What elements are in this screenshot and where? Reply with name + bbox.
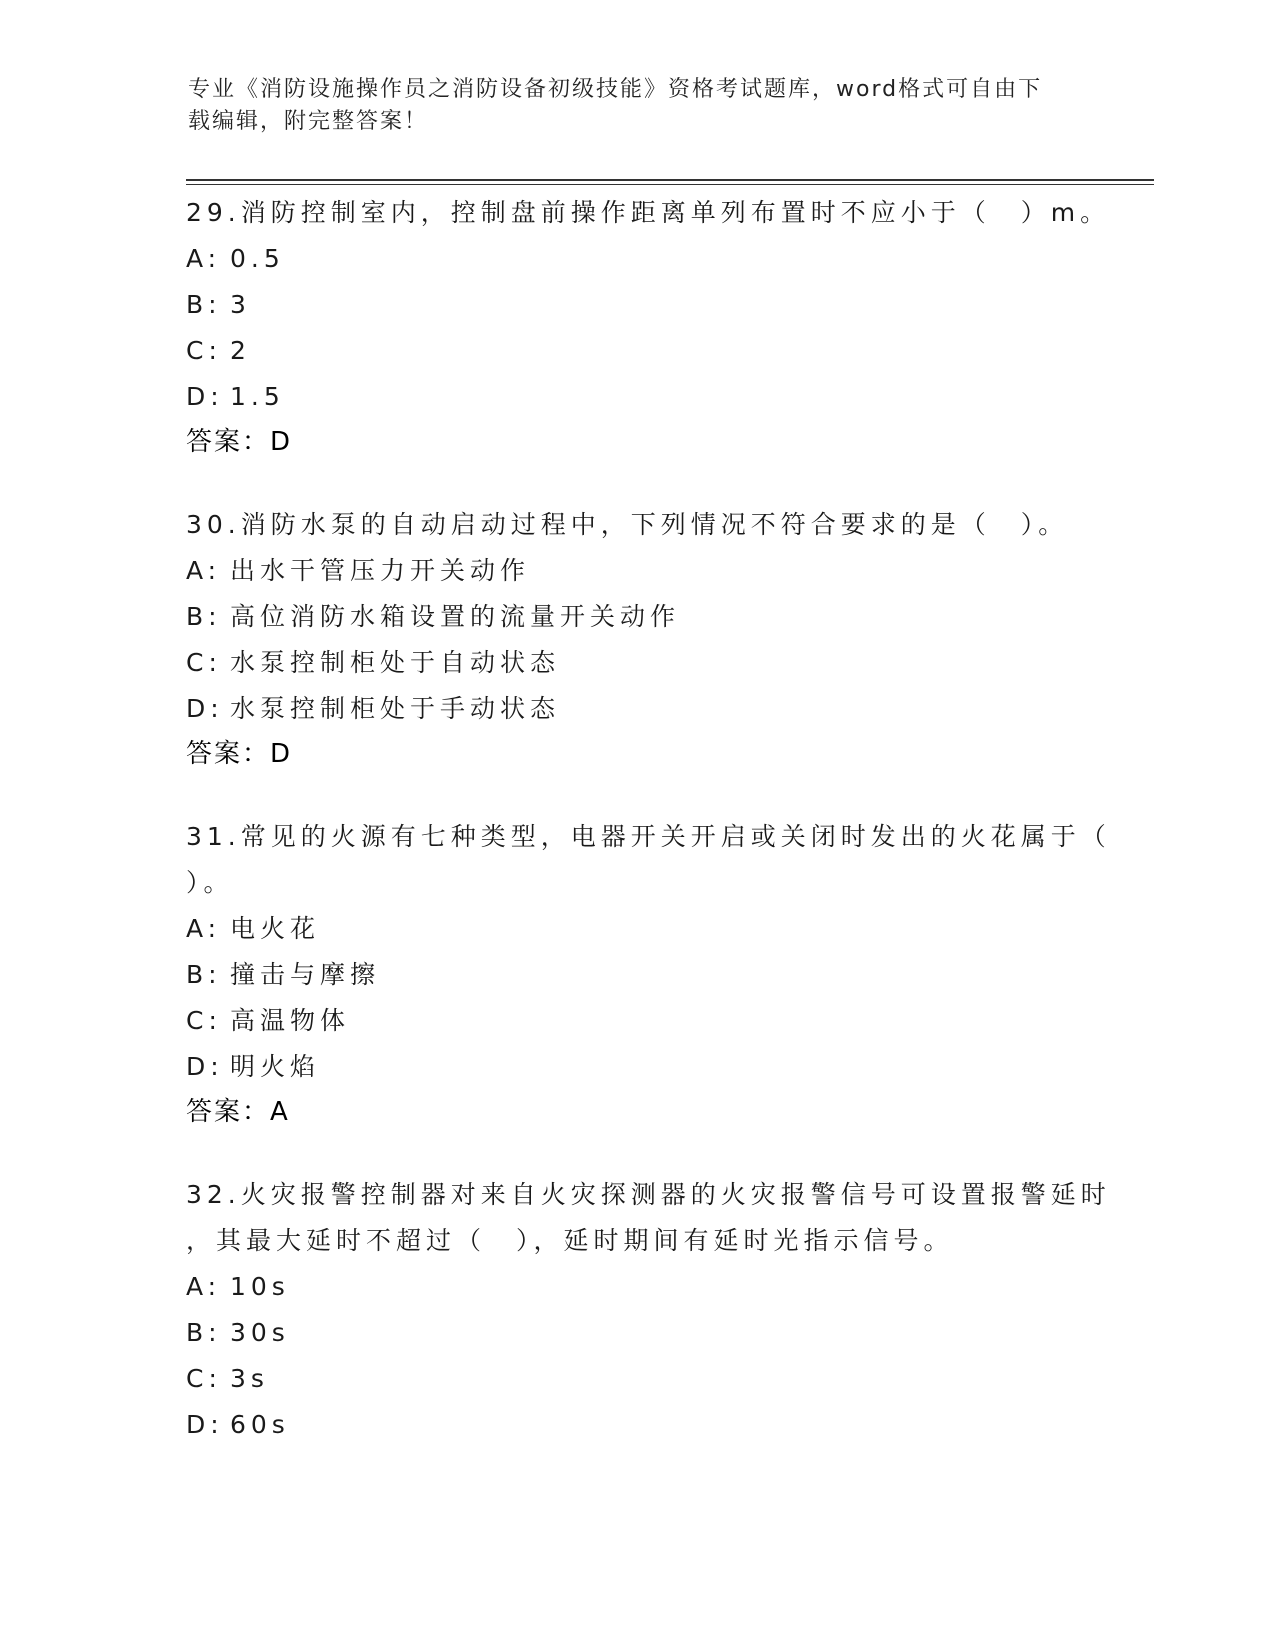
option-letter: D: xyxy=(186,382,224,411)
question-stem xyxy=(186,502,1086,548)
option-text: 出水干管压力开关动作 xyxy=(230,556,531,585)
option-letter: A: xyxy=(186,1272,222,1301)
option-a xyxy=(186,906,1086,952)
option-a xyxy=(186,236,1086,282)
option-d xyxy=(186,374,1086,420)
option-b xyxy=(186,952,1086,998)
option-text: 0.5 xyxy=(230,244,285,273)
option-text: 1.5 xyxy=(230,382,285,411)
option-letter: B: xyxy=(186,602,222,631)
question-stem-line: 30.消防水泵的自动启动过程中，下列情况不符合要求的是（ ）。 xyxy=(186,510,1069,539)
question-30 xyxy=(186,502,1086,776)
document-header xyxy=(188,74,1068,138)
answer-text: 答案：A xyxy=(186,1097,290,1127)
option-letter: D: xyxy=(186,1410,224,1439)
option-text: 撞击与摩擦 xyxy=(230,960,381,989)
option-letter: A: xyxy=(186,244,222,273)
option-letter: C: xyxy=(186,1364,222,1393)
question-32 xyxy=(186,1172,1111,1448)
option-text: 电火花 xyxy=(230,914,321,943)
option-text: 高位消防水箱设置的流量开关动作 xyxy=(230,602,681,631)
option-text: 10s xyxy=(230,1272,290,1301)
option-a xyxy=(186,548,1086,594)
question-31 xyxy=(186,814,1111,1134)
question-29 xyxy=(186,190,1111,464)
option-letter: D: xyxy=(186,1052,224,1081)
answer-text: 答案：D xyxy=(186,427,293,457)
option-text: 水泵控制柜处于自动状态 xyxy=(230,648,561,677)
option-letter: B: xyxy=(186,1318,222,1347)
option-c xyxy=(186,640,1086,686)
option-d xyxy=(186,1044,1086,1090)
option-letter: A: xyxy=(186,914,222,943)
option-text: 3 xyxy=(230,290,251,319)
question-stem xyxy=(186,190,1111,236)
header-divider-thick xyxy=(186,179,1154,181)
option-letter: D: xyxy=(186,694,224,723)
option-text: 2 xyxy=(230,336,251,365)
option-letter: C: xyxy=(186,648,222,677)
option-c xyxy=(186,1356,1086,1402)
header-line-2: 载编辑，附完整答案！ xyxy=(188,109,429,134)
option-letter: C: xyxy=(186,1006,222,1035)
option-d xyxy=(186,1402,1086,1448)
option-a xyxy=(186,1264,1086,1310)
question-stem-line: 32.火灾报警控制器对来自火灾探测器的火灾报警信号可设置报警延时 xyxy=(186,1180,1111,1209)
option-text: 3s xyxy=(230,1364,269,1393)
option-c xyxy=(186,328,1086,374)
option-text: 60s xyxy=(230,1410,290,1439)
question-stem-line: 29.消防控制室内，控制盘前操作距离单列布置时不应小于（ ）m。 xyxy=(186,198,1111,227)
option-d xyxy=(186,686,1086,732)
question-list xyxy=(186,190,1111,1486)
header-divider-thin xyxy=(186,184,1154,185)
option-text: 明火焰 xyxy=(230,1052,321,1081)
question-stem-line: 31.常见的火源有七种类型，电器开关开启或关闭时发出的火花属于（ xyxy=(186,822,1111,851)
option-b xyxy=(186,1310,1086,1356)
question-stem-line: ）。 xyxy=(186,868,234,897)
option-letter: B: xyxy=(186,290,222,319)
option-text: 高温物体 xyxy=(230,1006,351,1035)
option-text: 水泵控制柜处于手动状态 xyxy=(230,694,561,723)
question-stem-line: ，其最大延时不超过（ ），延时期间有延时光指示信号。 xyxy=(186,1226,954,1255)
question-stem xyxy=(186,814,1111,906)
question-stem xyxy=(186,1172,1111,1264)
answer-text: 答案：D xyxy=(186,739,293,769)
option-b xyxy=(186,282,1086,328)
header-line-1: 专业《消防设施操作员之消防设备初级技能》资格考试题库，word格式可自由下 xyxy=(188,77,1043,102)
option-c xyxy=(186,998,1086,1044)
option-b xyxy=(186,594,1086,640)
option-letter: C: xyxy=(186,336,222,365)
option-text: 30s xyxy=(230,1318,290,1347)
option-letter: B: xyxy=(186,960,222,989)
option-letter: A: xyxy=(186,556,222,585)
